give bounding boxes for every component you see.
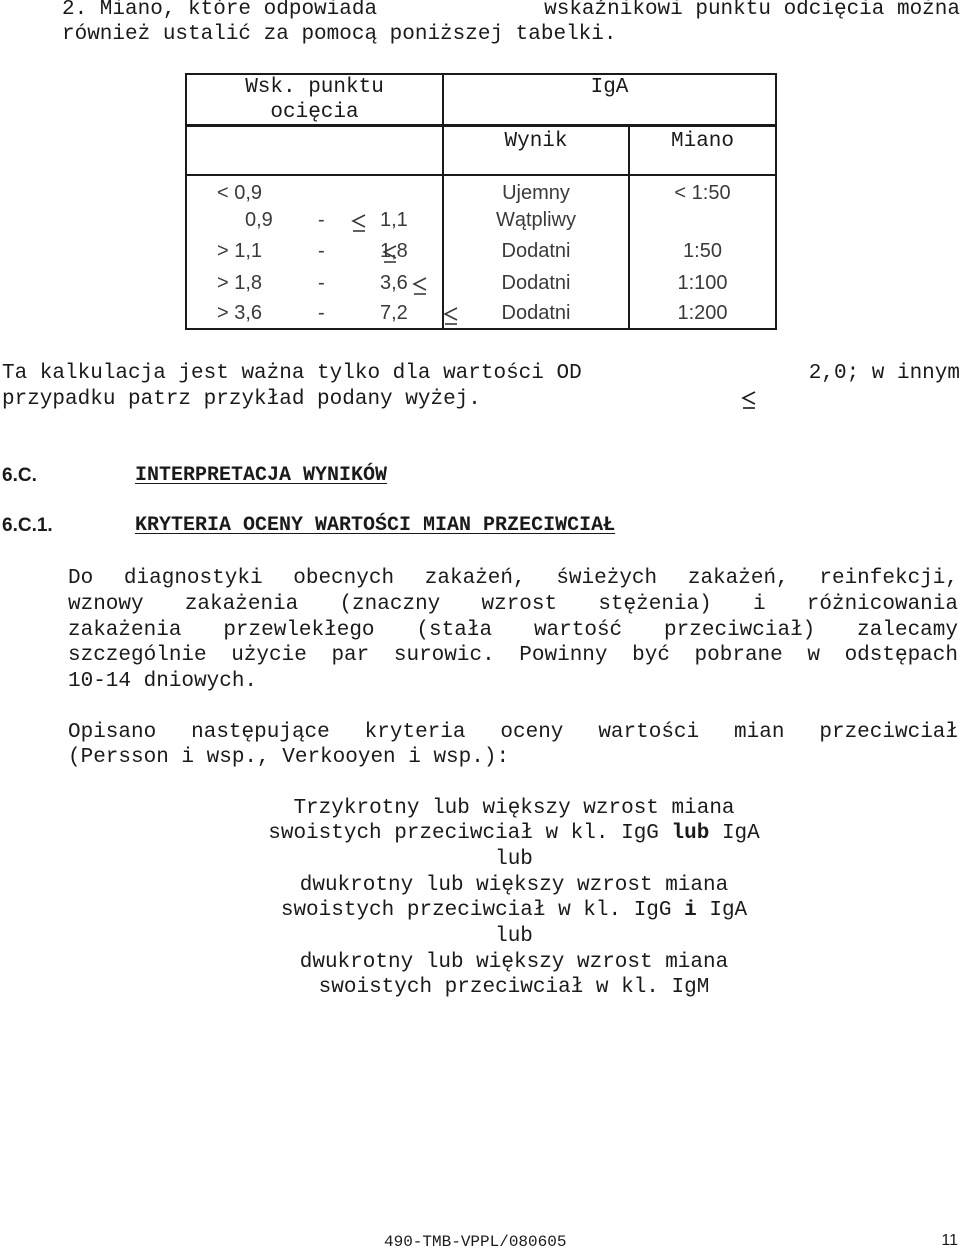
subsection-title: KRYTERIA OCENY WARTOŚCI MIAN PRZECIWCIAŁ: [135, 514, 616, 537]
criterion-2-line-1: dwukrotny lub większy wzrost miana: [299, 874, 729, 897]
criterion-1-class: IgA: [721, 822, 760, 845]
table-row-3-cutoff-end: 1,8: [380, 240, 408, 262]
criterion-3-line-1: dwukrotny lub większy wzrost miana: [299, 951, 729, 974]
table-row-4-titer: 1:100: [677, 272, 728, 294]
paragraph-line: wznowy zakażenia (znaczny wzrost stężenia) i różnicowania: [68, 593, 958, 616]
footer-doc-code: 490-TMB-VPPL/080605: [384, 1233, 567, 1251]
paragraph-line: szczególnie użycie par surowic. Powinny być pobrane w odstępach: [68, 644, 958, 667]
table-row-2-dash: -: [318, 209, 325, 231]
header-cutoff-line-2: ocięcia: [270, 101, 359, 124]
table-row-2-cutoff-end: 1,1: [380, 209, 408, 231]
table-row-5-cutoff-end: 7,2: [380, 302, 408, 324]
note-line-1b: 2,0; w innym: [808, 362, 960, 385]
table-row-3-cutoff-start: > 1,1: [217, 240, 263, 262]
table-row-5-dash: -: [318, 302, 325, 324]
subheader-result: Wynik: [504, 130, 568, 153]
criterion-3-line-2: swoistych przeciwciał w kl. IgM: [318, 976, 710, 999]
note-line-1a: Ta kalkulacja jest ważna tylko dla wartości OD: [2, 362, 582, 385]
criterion-separator-2: lub: [495, 925, 533, 948]
criterion-1-text: swoistych przeciwciał w kl. IgG: [268, 822, 659, 845]
table-row-4-cutoff-start: > 1,8: [217, 272, 263, 294]
table-row-1-result: Ujemny: [502, 182, 570, 204]
paragraph-line: (Persson i wsp., Verkooyen i wsp.):: [68, 746, 510, 769]
table-row-2-result: Wątpliwy: [495, 209, 576, 231]
section-number: 6.C.: [2, 465, 37, 486]
table-row-5-result: Dodatni: [501, 302, 571, 324]
intro-line-1b: wskaźnikowi punktu odcięcia można: [544, 0, 960, 21]
criterion-1-line-1: Trzykrotny lub większy wzrost miana: [293, 797, 735, 820]
criterion-2-line-2: [214, 899, 814, 922]
subheader-titer: Miano: [670, 130, 734, 153]
table-row-1-cutoff: < 0,9: [217, 182, 263, 204]
criterion-2-text: swoistych przeciwciał w kl. IgG: [280, 899, 672, 922]
table-row-4-dash: -: [318, 272, 325, 294]
table-row-3-result: Dodatni: [501, 240, 571, 262]
footer-page-number: 11: [941, 1232, 958, 1249]
paragraph-line: 10-14 dniowych.: [68, 670, 258, 693]
criterion-2-connector: i: [684, 899, 697, 922]
criterion-2-class: IgA: [709, 899, 748, 922]
paragraph-line: Opisano następujące kryteria oceny wartości mian przeciwciał: [68, 721, 958, 744]
less-equal-icon: [740, 390, 758, 410]
less-equal-icon: [411, 276, 429, 296]
header-cutoff-line-1: Wsk. punktu: [245, 76, 384, 99]
subsection-number: 6.C.1.: [2, 515, 53, 536]
criterion-separator-1: lub: [495, 848, 533, 871]
header-iga: IgA: [590, 76, 629, 99]
table-row-5-cutoff-start: > 3,6: [217, 302, 263, 324]
paragraph-line: zakażenia przewlekłego (stała wartość przeciwciał) zalecamy: [68, 619, 958, 642]
less-equal-icon: [350, 213, 368, 233]
table-row-4-cutoff-end: 3,6: [380, 272, 408, 294]
table-row-1-titer: < 1:50: [674, 182, 731, 204]
intro-line-2: również ustalić za pomocą poniższej tabelki.: [62, 23, 617, 46]
table-row-5-titer: 1:200: [677, 302, 728, 324]
table-row-2-cutoff-start: 0,9: [245, 209, 273, 231]
section-title: INTERPRETACJA WYNIKÓW: [135, 464, 388, 487]
intro-line-1a: 2. Miano, które odpowiada: [62, 0, 378, 21]
table-row-3-dash: -: [318, 240, 325, 262]
criterion-1-connector: lub: [671, 822, 710, 845]
table-row-4-result: Dodatni: [501, 272, 571, 294]
criterion-1-line-2: [214, 822, 814, 845]
paragraph-line: Do diagnostyki obecnych zakażeń, świeżych zakażeń, reinfekcji,: [68, 567, 958, 590]
note-line-2: przypadku patrz przykład podany wyżej.: [2, 388, 481, 411]
table-row-3-titer: 1:50: [683, 240, 722, 262]
